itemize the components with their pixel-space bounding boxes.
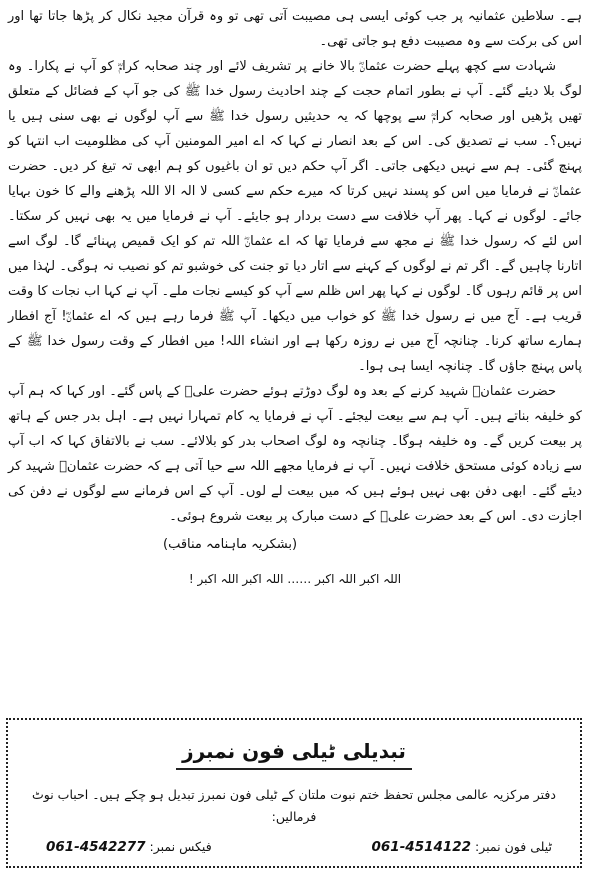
article-paragraph-1: ہے۔ سلاطین عثمانیہ پر جب کوئی ایسی ہی مصیبت آتی تھی تو وہ قرآن مجید نکال کر پڑھا جاتا تھا اور اس کی برکت سے وہ مصیبت دفع ہو جاتی تھی۔ <box>8 9 582 49</box>
phone-change-notice-box <box>6 718 582 868</box>
phone-number: 061-4514122 <box>371 839 472 855</box>
phone-label: ٹیلی فون نمبر: <box>475 839 552 854</box>
phone-entry <box>372 836 552 858</box>
contact-numbers-row <box>8 836 580 858</box>
notice-body-text: دفتر مرکزیہ عالمی مجلس تحفظ ختم نبوت ملتان کے ٹیلی فون نمبرز تبدیل ہو چکے ہیں۔ احباب نوٹ فرمالیں: <box>32 787 556 824</box>
fax-label: فیکس نمبر: <box>149 839 212 854</box>
source-credit: (بشکریہ ماہنامہ مناقب) <box>163 537 298 552</box>
article-paragraph-2: شہادت سے کچھ پہلے حضرت عثمانؓ بالا خانے پر تشریف لائے اور چند صحابہ کرامؓ کو آپ نے پکارا۔ وہ لوگ بلا دیئے گئے۔ آپ نے بطور اتمام حجت کے چند احادیث رسول خدا ﷺ کی جو آپ کے فضائل کے متعلق تھیں پڑھیں اور صحابہ کرامؓ سے پوچھا کہ یہ حدیثیں رسول خدا ﷺ سے آپ لوگوں نے بھی سنی ہیں یا نہیں؟۔ سب نے تصدیق کی۔ اس کے بعد انصار نے کہا کہ اے امیر المومنین آپ کی مظلومیت اب انتہا کو پہنچ گئی۔ ہم سے نہیں دیکھی جاتی۔ اگر آپ حکم دیں تو ان باغیوں کو ہم ابھی تہ تیغ کر دیں۔ حضرت عثمانؓ نے فرمایا میں اس کو پسند نہیں کرتا کہ میرے حکم سے کسی لا الہ الا اللہ پڑھنے والے کا خون بہایا جائے۔ لوگوں نے کہا۔ پھر آپ خلافت سے دست بردار ہو جایئے۔ آپ نے فرمایا میں یہ بھی نہیں کر سکتا۔ اس لئے کہ رسول خدا ﷺ نے مجھ سے فرمایا تھا کہ اے عثمانؓ اللہ تم کو ایک قمیص پہنائے گا۔ لوگ اسے اتارنا چاہیں گے۔ اگر تم نے لوگوں کے کہنے سے اتار دیا تو جنت کی خوشبو تم کو نصیب نہ ہوگی۔ لہٰذا میں اس پر قائم رہوں گا۔ لوگوں نے کہا پھر اس ظلم سے آپ کو کیسے نجات ملے۔ آپ نے کہا اب نجات کا وقت قریب ہے۔ آج میں نے رسول خدا ﷺ کو خواب میں دیکھا۔ آپ ﷺ فرما رہے ہیں کہ اے عثمانؓ! آج افطار ہمارے ساتھ کرنا۔ چنانچہ آج میں نے روزہ رکھا ہے اور انشاء اللہ! میں افطار کے وقت رسول خدا ﷺ کے پاس پہنچ جاؤں گا۔ چنانچہ ایسا ہی ہوا۔ <box>8 59 582 374</box>
blessing-calligraphy: اللہ اکبر اللہ اکبر …… اللہ اکبر اللہ اکبر ! <box>188 572 402 586</box>
notice-title: تبدیلی ٹیلی فون نمبرز <box>176 738 412 770</box>
fax-entry <box>46 836 212 858</box>
fax-number: 061-4542277 <box>46 839 146 855</box>
article-paragraph-3: حضرت عثمانؓ شہید کرنے کے بعد وہ لوگ دوڑتے ہوئے حضرت علیؓ کے پاس گئے۔ اور کہا کہ ہم آپ کو خلیفہ بناتے ہیں۔ آپ ہم سے بیعت لیجئے۔ آپ نے فرمایا یہ کام تمہارا نہیں ہے۔ اہل بدر جس کے ہاتھ پر بیعت کریں گے۔ وہ خلیفہ ہوگا۔ چنانچہ وہ لوگ اصحاب بدر کو بلالائے۔ سب نے بالاتفاق کہا کہ اب آپ سے زیادہ کوئی مستحق خلافت نہیں۔ آپ نے فرمایا مجھے اللہ سے حیا آتی ہے کہ حضرت عثمانؓ شہید کر دیئے گئے۔ ابھی دفن بھی نہیں ہوئے ہیں کہ میں بیعت لے لوں۔ آپ کے اس فرمانے سے لوگوں نے دفن کی اجازت دی۔ اس کے بعد حضرت علیؓ کے دست مبارک پر بیعت شروع ہوئی۔ <box>8 384 582 524</box>
article-body <box>8 4 582 529</box>
